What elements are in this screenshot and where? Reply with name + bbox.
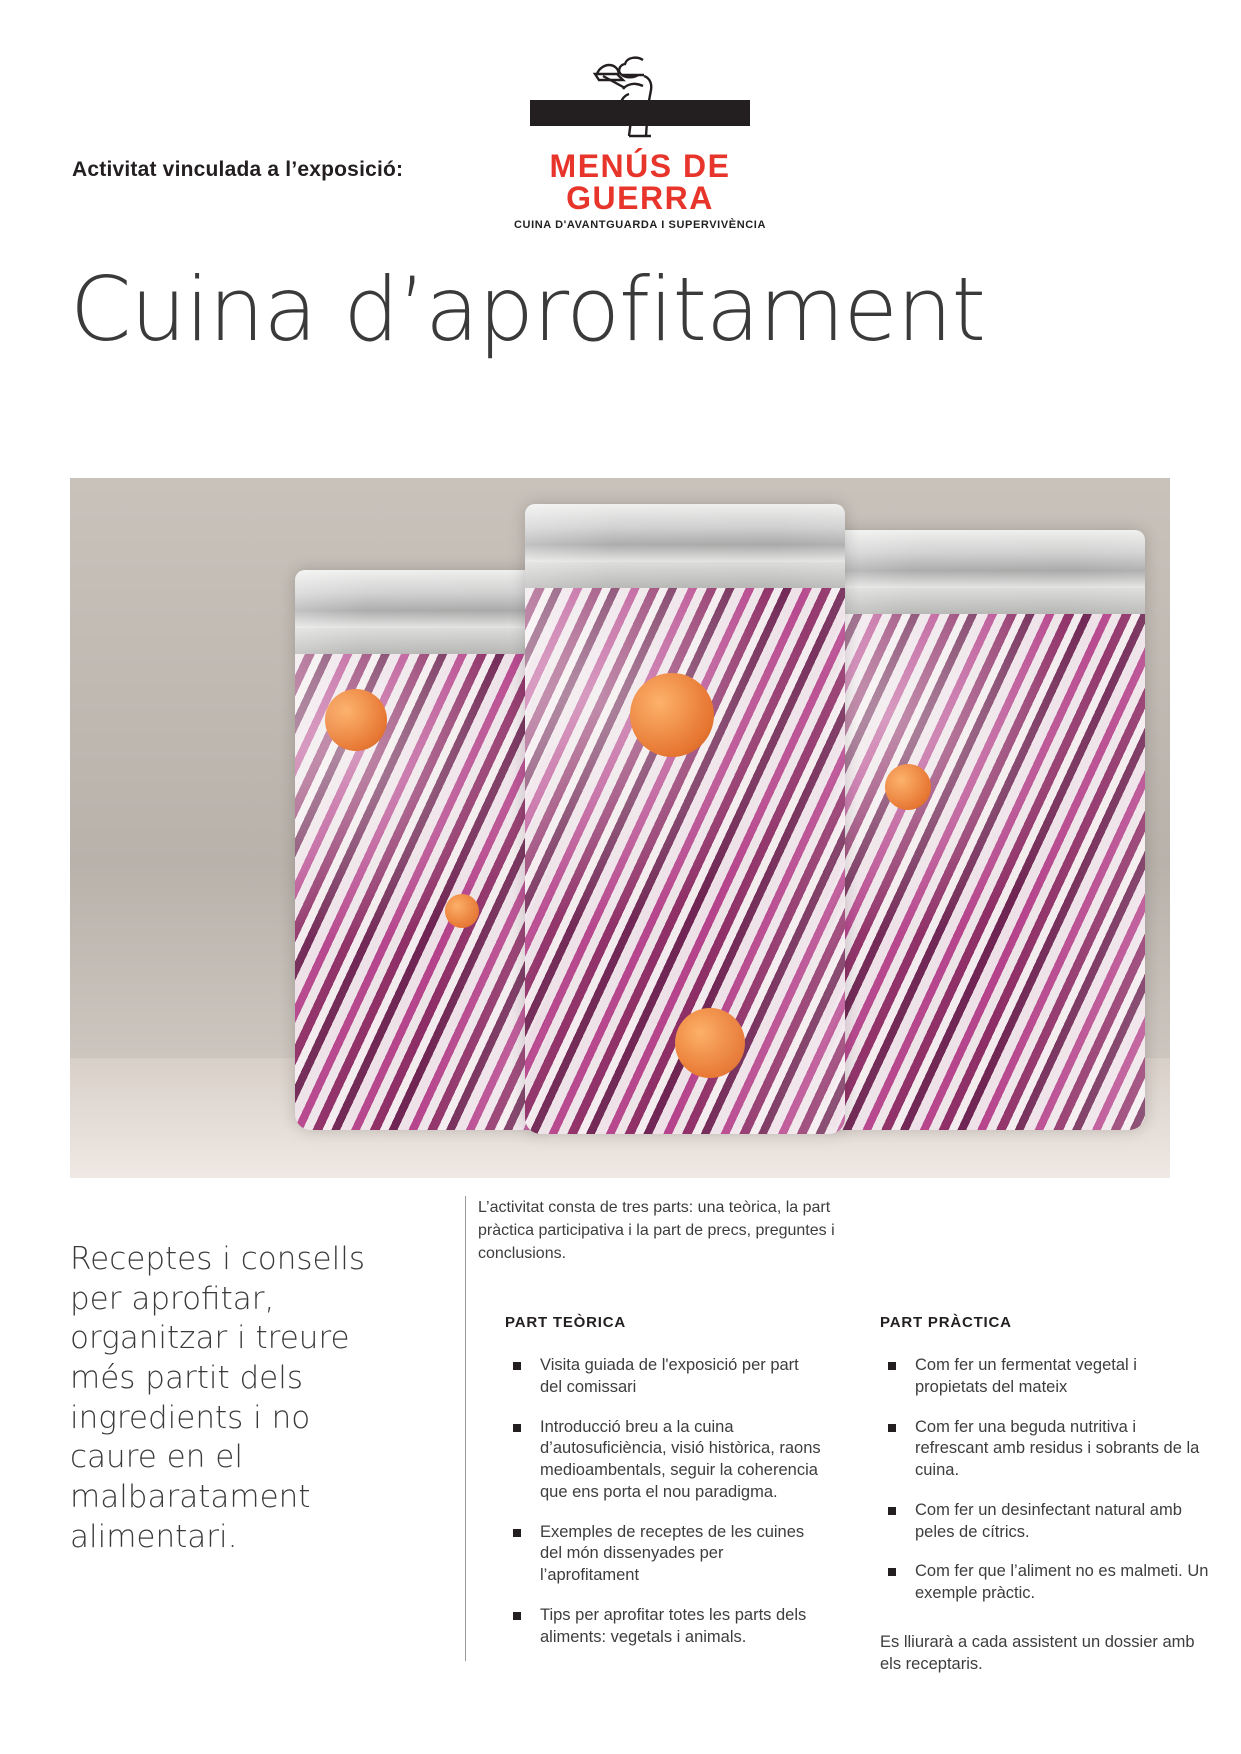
poster-header: [0, 0, 1241, 250]
jar-middle-lid: [525, 504, 845, 562]
carrot-slice: [885, 764, 931, 810]
column-practice-heading: PART PRÀCTICA: [880, 1314, 1012, 1331]
logo-subtitle: CUINA D'AVANTGUARDA I SUPERVIVÈNCIA: [514, 219, 766, 231]
intro-paragraph: L’activitat consta de tres parts: una teòrica, la part pràctica participativa i la part de precs, preguntes i conclusions.: [478, 1199, 835, 1263]
lead-paragraph: Receptes i consells per aprofitar, organitzar i treure més partit dels ingredients i no caure en el malbaratament alimentari.: [70, 1241, 365, 1555]
column-theory-list: [505, 1355, 825, 1648]
list-item: Com fer una beguda nutritiva i refrescant amb residus i sobrants de la cuina.: [880, 1417, 1210, 1482]
carrot-slice: [675, 1008, 745, 1078]
jar-left-lid: [295, 570, 550, 628]
list-item: Com fer un desinfectant natural amb peles de cítrics.: [880, 1500, 1210, 1544]
column-practice-note: Es lliurarà a cada assistent un dossier amb els receptaris.: [880, 1632, 1195, 1674]
jar-right: [825, 530, 1145, 1130]
carrot-slice: [445, 894, 479, 928]
list-item: Com fer un fermentat vegetal i propietats del mateix: [880, 1355, 1210, 1399]
vertical-divider: [465, 1196, 466, 1661]
list-item: Com fer que l’aliment no es malmeti. Un exemple pràctic.: [880, 1561, 1210, 1605]
list-item: Exemples de receptes de les cuines del món dissenyades per l’aprofitament: [505, 1522, 825, 1587]
jar-left-contents: [295, 654, 550, 1130]
logo-block: [490, 52, 790, 231]
carrot-slice: [630, 673, 714, 757]
jar-right-ring: [825, 588, 1145, 614]
header-kicker: Activitat vinculada a l’exposició:: [72, 158, 404, 181]
chef-figure-icon: [585, 54, 695, 142]
poster-body: [0, 1196, 1241, 1696]
list-item: Tips per aprofitar totes les parts dels aliments: vegetals i animals.: [505, 1605, 825, 1649]
chef-with-tray-icon: [530, 52, 750, 144]
jar-right-contents: [825, 614, 1145, 1130]
column-practice-list: [880, 1355, 1210, 1605]
jar-middle: [525, 504, 845, 1134]
jar-left: [295, 570, 550, 1130]
column-theory-heading: PART TEÒRICA: [505, 1314, 626, 1331]
logo-title: MENÚS DE GUERRA: [549, 148, 731, 216]
jar-middle-contents: [525, 588, 845, 1134]
column-practice: [880, 1314, 1210, 1675]
list-item: Visita guiada de l'exposició per part del comissari: [505, 1355, 825, 1399]
jar-right-lid: [825, 530, 1145, 588]
column-theory: [505, 1314, 825, 1666]
hero-image: [70, 478, 1170, 1178]
list-item: Introducció breu a la cuina d’autosuficiència, visió històrica, raons medioambentals, seguir la coherencia que ens porta el nou paradigma.: [505, 1417, 825, 1504]
jar-left-ring: [295, 628, 550, 654]
page-title: Cuina d’aprofitament: [70, 258, 986, 361]
carrot-slice: [325, 689, 387, 751]
jar-middle-ring: [525, 562, 845, 588]
